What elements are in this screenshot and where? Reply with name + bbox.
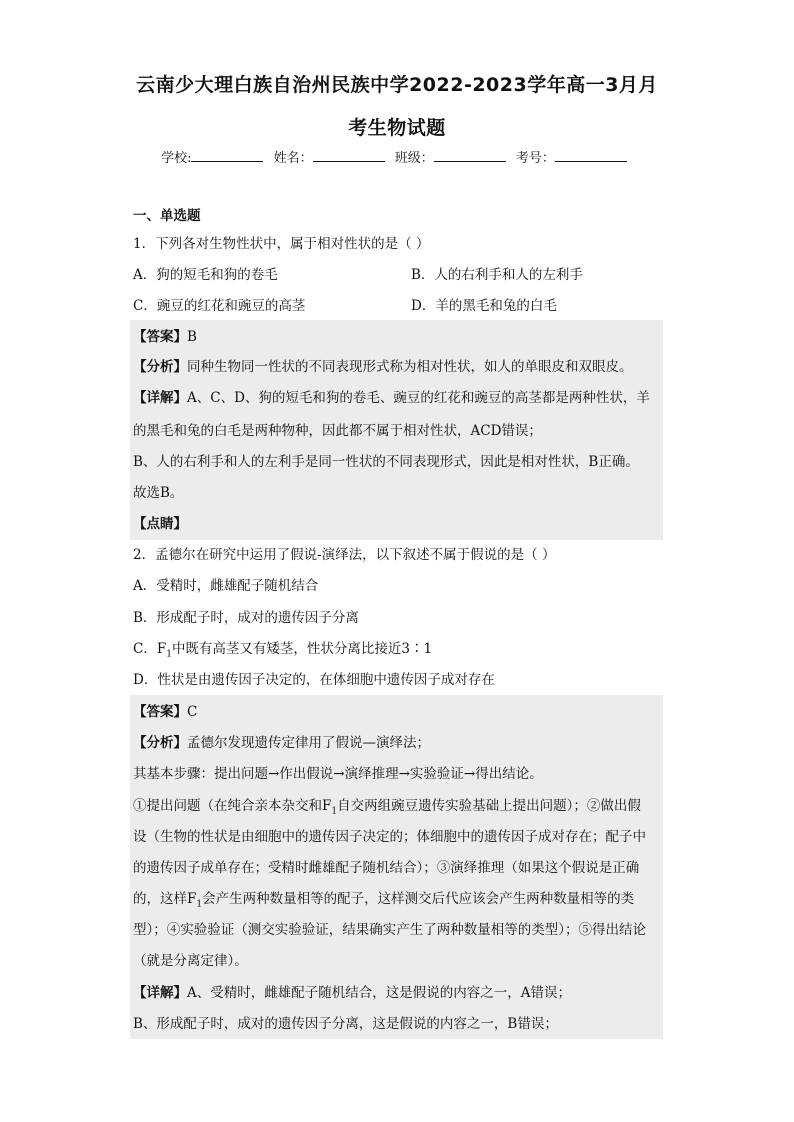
school-label: 学校: [161, 151, 192, 166]
q1-option-a: A．狗的短毛和狗的卷毛 [133, 267, 278, 283]
page-title-line2: 考生物试题 [348, 117, 446, 139]
q1-comment: 【点睛】 [133, 516, 187, 532]
page-title-line1: 云南少大理白族自治州民族中学2022-2023学年高一3月月 [136, 74, 658, 96]
q1-option-c: C．豌豆的红花和豌豆的高茎 [133, 298, 306, 314]
q2-detail-line1: 【详解】A、受精时，雌雄配子随机结合，这是假说的内容之一，A错误； [133, 985, 571, 1001]
section-heading: 一、单选题 [133, 208, 201, 224]
q2-para-line2: 设（生物的性状是由细胞中的遗传因子决定的；体细胞中的遗传因子成对存在；配子中 [133, 829, 646, 845]
student-info-line [0, 147, 794, 166]
q2-para-line1: ①提出问题（在纯合亲本杂交和$F_1$自交两组豌豆遗传实验基础上提出问题）；②做出假 [133, 798, 641, 817]
name-blank [313, 149, 385, 162]
number-label: 考号： [515, 151, 555, 166]
q1-option-d: D．羊的黑毛和兔的白毛 [411, 298, 557, 314]
class-label: 班级： [394, 151, 434, 166]
q2-option-a: A．受精时，雌雄配子随机结合 [133, 578, 319, 594]
number-blank [555, 149, 627, 162]
q2-option-c: C．$F_1$中既有高茎又有矮茎，性状分离比接近3∶1 [133, 641, 433, 660]
q2-para-line4: 的，这样$F_1$会产生两种数量相等的配子，这样测交后代应该会产生两种数量相等的类 [133, 891, 635, 910]
q2-answer: 【答案】C [133, 704, 198, 720]
q2-para-line6: （就是分离定律）。 [133, 953, 248, 969]
school-blank [191, 149, 263, 162]
q2-option-b: B．形成配子时，成对的遗传因子分离 [133, 610, 359, 626]
q2-stem: 2．孟德尔在研究中运用了假说-演绎法，以下叙述不属于假说的是（ ） [133, 547, 556, 563]
q2-detail-line2: B、形成配子时，成对的遗传因子分离，这是假说的内容之一，B错误； [133, 1016, 558, 1032]
q1-detail-line4: 故选B。 [133, 485, 184, 501]
q1-detail-line3: B、人的右利手和人的左利手是同一性状的不同表现形式，因此是相对性状，B正确。 [133, 454, 639, 470]
q1-stem: 1．下列各对生物性状中，属于相对性状的是（ ） [133, 236, 430, 252]
q1-analysis: 【分析】同种生物同一性状的不同表现形式称为相对性状，如人的单眼皮和双眼皮。 [133, 359, 633, 375]
q1-option-b: B．人的右利手和人的左利手 [411, 267, 583, 283]
q2-para-line5: 型）；④实验验证（测交实验验证，结果确实产生了两种数量相等的类型）；⑤得出结论 [133, 922, 646, 938]
q2-option-d: D．性状是由遗传因子决定的，在体细胞中遗传因子成对存在 [133, 672, 495, 688]
q2-analysis: 【分析】孟德尔发现遗传定律用了假说—演绎法； [133, 735, 430, 751]
q2-steps: 其基本步骤：提出问题→作出假说→演绎推理→实验验证→得出结论。 [133, 766, 543, 782]
q1-detail-line1: 【详解】A、C、D、狗的短毛和狗的卷毛、豌豆的红花和豌豆的高茎都是两种性状，羊 [133, 390, 650, 406]
q1-answer: 【答案】B [133, 329, 197, 345]
q2-para-line3: 的遗传因子成单存在；受精时雌雄配子随机结合）；③演绎推理（如果这个假说是正确 [133, 860, 640, 876]
name-label: 姓名： [273, 151, 313, 166]
class-blank [434, 149, 506, 162]
q1-detail-line2: 的黑毛和兔的白毛是两种物种，因此都不属于相对性状，ACD错误； [133, 423, 542, 439]
